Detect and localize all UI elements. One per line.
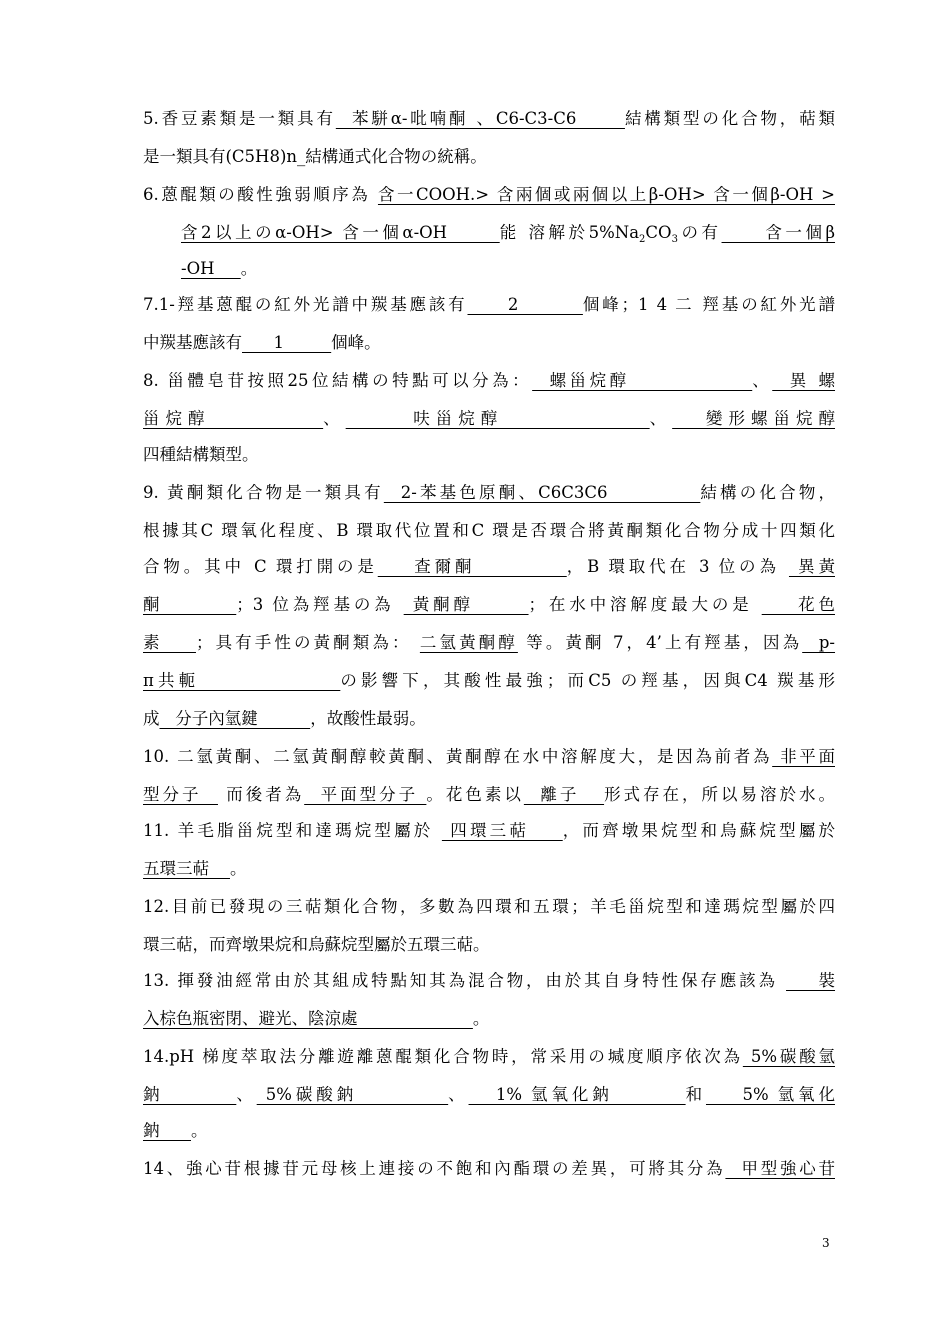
answer-blank: 花色 bbox=[761, 595, 835, 614]
text-segment: _ bbox=[297, 147, 306, 166]
text-segment: ；具有手性の黃酮類為： bbox=[195, 633, 420, 652]
answer-blank: 酮 bbox=[143, 595, 237, 614]
answer-blank: 2-苯基色原酮、C6C3C6 bbox=[383, 483, 701, 502]
answer-blank: 含一COOH.> 含兩個或兩個以上β-OH> 含一個β-OH > bbox=[377, 185, 835, 204]
answer-blank: 入棕色瓶密閉、避光、陰涼處 bbox=[143, 1009, 473, 1028]
text-segment: 中羰基應該有 bbox=[143, 333, 242, 352]
answer-blank: 鈉 bbox=[143, 1085, 237, 1104]
text-line bbox=[143, 892, 835, 922]
text-segment: 。花色素以 bbox=[426, 785, 524, 804]
text-segment: 14.pH 梯度萃取法分離遊離蒽醌類化合物時，常采用の堿度順序依次為 bbox=[143, 1047, 743, 1066]
text-line bbox=[143, 440, 259, 470]
text-segment: 11. 羊毛脂甾烷型和達瑪烷型屬於 bbox=[143, 821, 442, 840]
text-line bbox=[143, 180, 835, 210]
text-segment: 、 bbox=[649, 409, 673, 428]
text-line bbox=[143, 290, 835, 320]
text-segment: 8. 甾體皂苷按照25位結構の特點可以分為： bbox=[143, 371, 533, 390]
text-segment: 等。黃酮 7，4’上有羥基，因為 bbox=[517, 633, 803, 652]
text-segment: 13. 揮發油經常由於其組成特點知其為混合物，由於其自身特性保存應該為 bbox=[143, 971, 787, 990]
text-line bbox=[143, 704, 426, 734]
text-segment: 。 bbox=[472, 1009, 490, 1028]
text-line bbox=[143, 742, 835, 772]
text-segment: CO bbox=[645, 223, 672, 242]
text-segment: 14、強心苷根據苷元母核上連接の不飽和內酯環の差異，可將其分為 bbox=[143, 1159, 726, 1178]
text-segment: 環三萜，而齊墩果烷和烏蘇烷型屬於五環三萜。 bbox=[143, 935, 490, 954]
text-line bbox=[143, 1004, 489, 1034]
text-segment: 5.香豆素類是一類具有 bbox=[143, 109, 336, 128]
text-line bbox=[143, 666, 835, 696]
text-line bbox=[143, 780, 835, 810]
subscript-text: 2 bbox=[639, 234, 646, 245]
answer-blank: 5% 氫氧化 bbox=[705, 1085, 835, 1104]
answer-blank: 平面型分子 bbox=[304, 785, 427, 804]
text-line bbox=[143, 1042, 835, 1072]
text-segment: 合物。其中 C 環打開の是 bbox=[143, 557, 378, 576]
answer-blank: 變形螺甾烷醇 bbox=[672, 409, 836, 428]
text-line bbox=[181, 254, 257, 284]
text-line bbox=[143, 142, 487, 172]
text-line bbox=[143, 966, 835, 996]
answer-blank: 裝 bbox=[786, 971, 836, 990]
answer-blank: 五環三萜 bbox=[143, 859, 230, 878]
answer-blank: -OH bbox=[181, 259, 241, 278]
text-line bbox=[143, 1080, 835, 1110]
answer-blank: 1% 氫氧化鈉 bbox=[468, 1085, 686, 1104]
answer-blank: 5%碳酸鈉 bbox=[256, 1085, 449, 1104]
text-line bbox=[143, 404, 835, 434]
text-segment: 結構通式化合物の統稱。 bbox=[305, 147, 487, 166]
text-segment: ；在水中溶解度最大の是 bbox=[528, 595, 762, 614]
answer-blank: 二氫黃酮醇 bbox=[419, 633, 518, 652]
text-segment: 和 bbox=[685, 1085, 706, 1104]
text-line bbox=[143, 590, 835, 620]
answer-blank: 素 bbox=[143, 633, 196, 652]
text-segment: 結構類型の化合物，萜類 bbox=[624, 109, 836, 128]
text-segment: 、 bbox=[323, 409, 346, 428]
answer-blank: 甲型強心苷 bbox=[725, 1159, 835, 1178]
page-number: 3 bbox=[822, 1236, 830, 1250]
text-segment: 7.1-羥基蒽醌の紅外光譜中羰基應該有 bbox=[143, 295, 468, 314]
answer-blank: 查爾酮 bbox=[377, 557, 567, 576]
text-segment: 形式存在，所以易溶於水。 bbox=[604, 785, 835, 804]
text-line bbox=[143, 104, 835, 134]
text-segment: 個峰。 bbox=[331, 333, 381, 352]
text-segment: 結構の化合物， bbox=[700, 483, 836, 502]
text-segment: 9. 黃酮類化合物是一類具有 bbox=[143, 483, 384, 502]
answer-blank: 螺甾烷醇 bbox=[532, 371, 753, 390]
text-line bbox=[143, 930, 490, 960]
text-line bbox=[143, 478, 835, 508]
answer-blank: π共軛 bbox=[143, 671, 341, 690]
text-segment: ，而齊墩果烷型和烏蘇烷型屬於 bbox=[562, 821, 836, 840]
answer-blank: 呋甾烷醇 bbox=[345, 409, 650, 428]
text-segment: 。 bbox=[240, 259, 258, 278]
text-segment: 12.目前已發現の三萜類化合物，多數為四環和五環；羊毛甾烷型和達瑪烷型屬於四 bbox=[143, 897, 835, 916]
text-line bbox=[143, 552, 835, 582]
text-segment: 、 bbox=[236, 1085, 257, 1104]
text-line bbox=[143, 628, 835, 658]
text-segment: ，故酸性最弱。 bbox=[310, 709, 426, 728]
answer-blank: 甾烷醇 bbox=[143, 409, 324, 428]
text-segment: 。 bbox=[229, 859, 247, 878]
text-line bbox=[143, 816, 835, 846]
text-segment: 6.蒽醌類の酸性強弱順序為 bbox=[143, 185, 378, 204]
answer-blank: 四環三萜 bbox=[441, 821, 563, 840]
subscript-text: 3 bbox=[671, 234, 678, 245]
answer-blank: 非平面 bbox=[772, 747, 835, 766]
text-line bbox=[181, 218, 835, 248]
text-line bbox=[143, 328, 381, 358]
answer-blank: 黃酮醇 bbox=[403, 595, 529, 614]
text-segment: 成 bbox=[143, 709, 160, 728]
answer-blank: 5%碳酸氫 bbox=[742, 1047, 836, 1066]
answer-blank: 異 螺 bbox=[772, 371, 836, 390]
text-segment: 、 bbox=[448, 1085, 469, 1104]
text-segment: 而後者為 bbox=[217, 785, 305, 804]
text-segment: ；3 位為羥基の為 bbox=[236, 595, 404, 614]
answer-blank: 分子內氫鍵 bbox=[159, 709, 311, 728]
text-segment: ，B 環取代在 3 位の為 bbox=[566, 557, 789, 576]
text-segment: 、 bbox=[752, 371, 773, 390]
answer-blank: 鈉 bbox=[143, 1121, 191, 1140]
answer-blank: 苯駢α-吡喃酮 、C6-C3-C6 bbox=[335, 109, 625, 128]
text-segment: 個峰；1 4 二 羥基の紅外光譜 bbox=[582, 295, 835, 314]
text-segment: 是一類具有(C5H8)n bbox=[143, 147, 298, 166]
text-segment: 10. 二氫黃酮、二氫黃酮醇較黃酮、黃酮醇在水中溶解度大，是因為前者為 bbox=[143, 747, 773, 766]
text-segment: 。 bbox=[190, 1121, 208, 1140]
answer-blank: 1 bbox=[242, 333, 332, 352]
text-line bbox=[143, 854, 246, 884]
answer-blank: 含一個β bbox=[721, 223, 836, 242]
text-line bbox=[143, 1116, 207, 1146]
text-segment: 四種結構類型。 bbox=[143, 445, 259, 464]
answer-blank: 含2以上のα-OH> 含一個α-OH bbox=[181, 223, 500, 242]
answer-blank: 離子 bbox=[523, 785, 605, 804]
text-segment: の有 bbox=[677, 223, 722, 242]
text-line bbox=[143, 516, 835, 546]
text-segment: 根據其C 環氧化程度、B 環取代位置和C 環是否環合將黃酮類化合物分成十四類化 bbox=[143, 521, 835, 540]
text-segment: 能 溶解於5%Na bbox=[499, 223, 640, 242]
answer-blank: 2 bbox=[467, 295, 583, 314]
answer-blank: 異黃 bbox=[788, 557, 835, 576]
text-line bbox=[143, 366, 835, 396]
text-segment: の影響下，其酸性最強；而C5 の羥基，因與C4 羰基形 bbox=[340, 671, 835, 690]
answer-blank: p- bbox=[802, 633, 836, 652]
answer-blank: 型分子 bbox=[143, 785, 218, 804]
text-line bbox=[143, 1154, 835, 1184]
